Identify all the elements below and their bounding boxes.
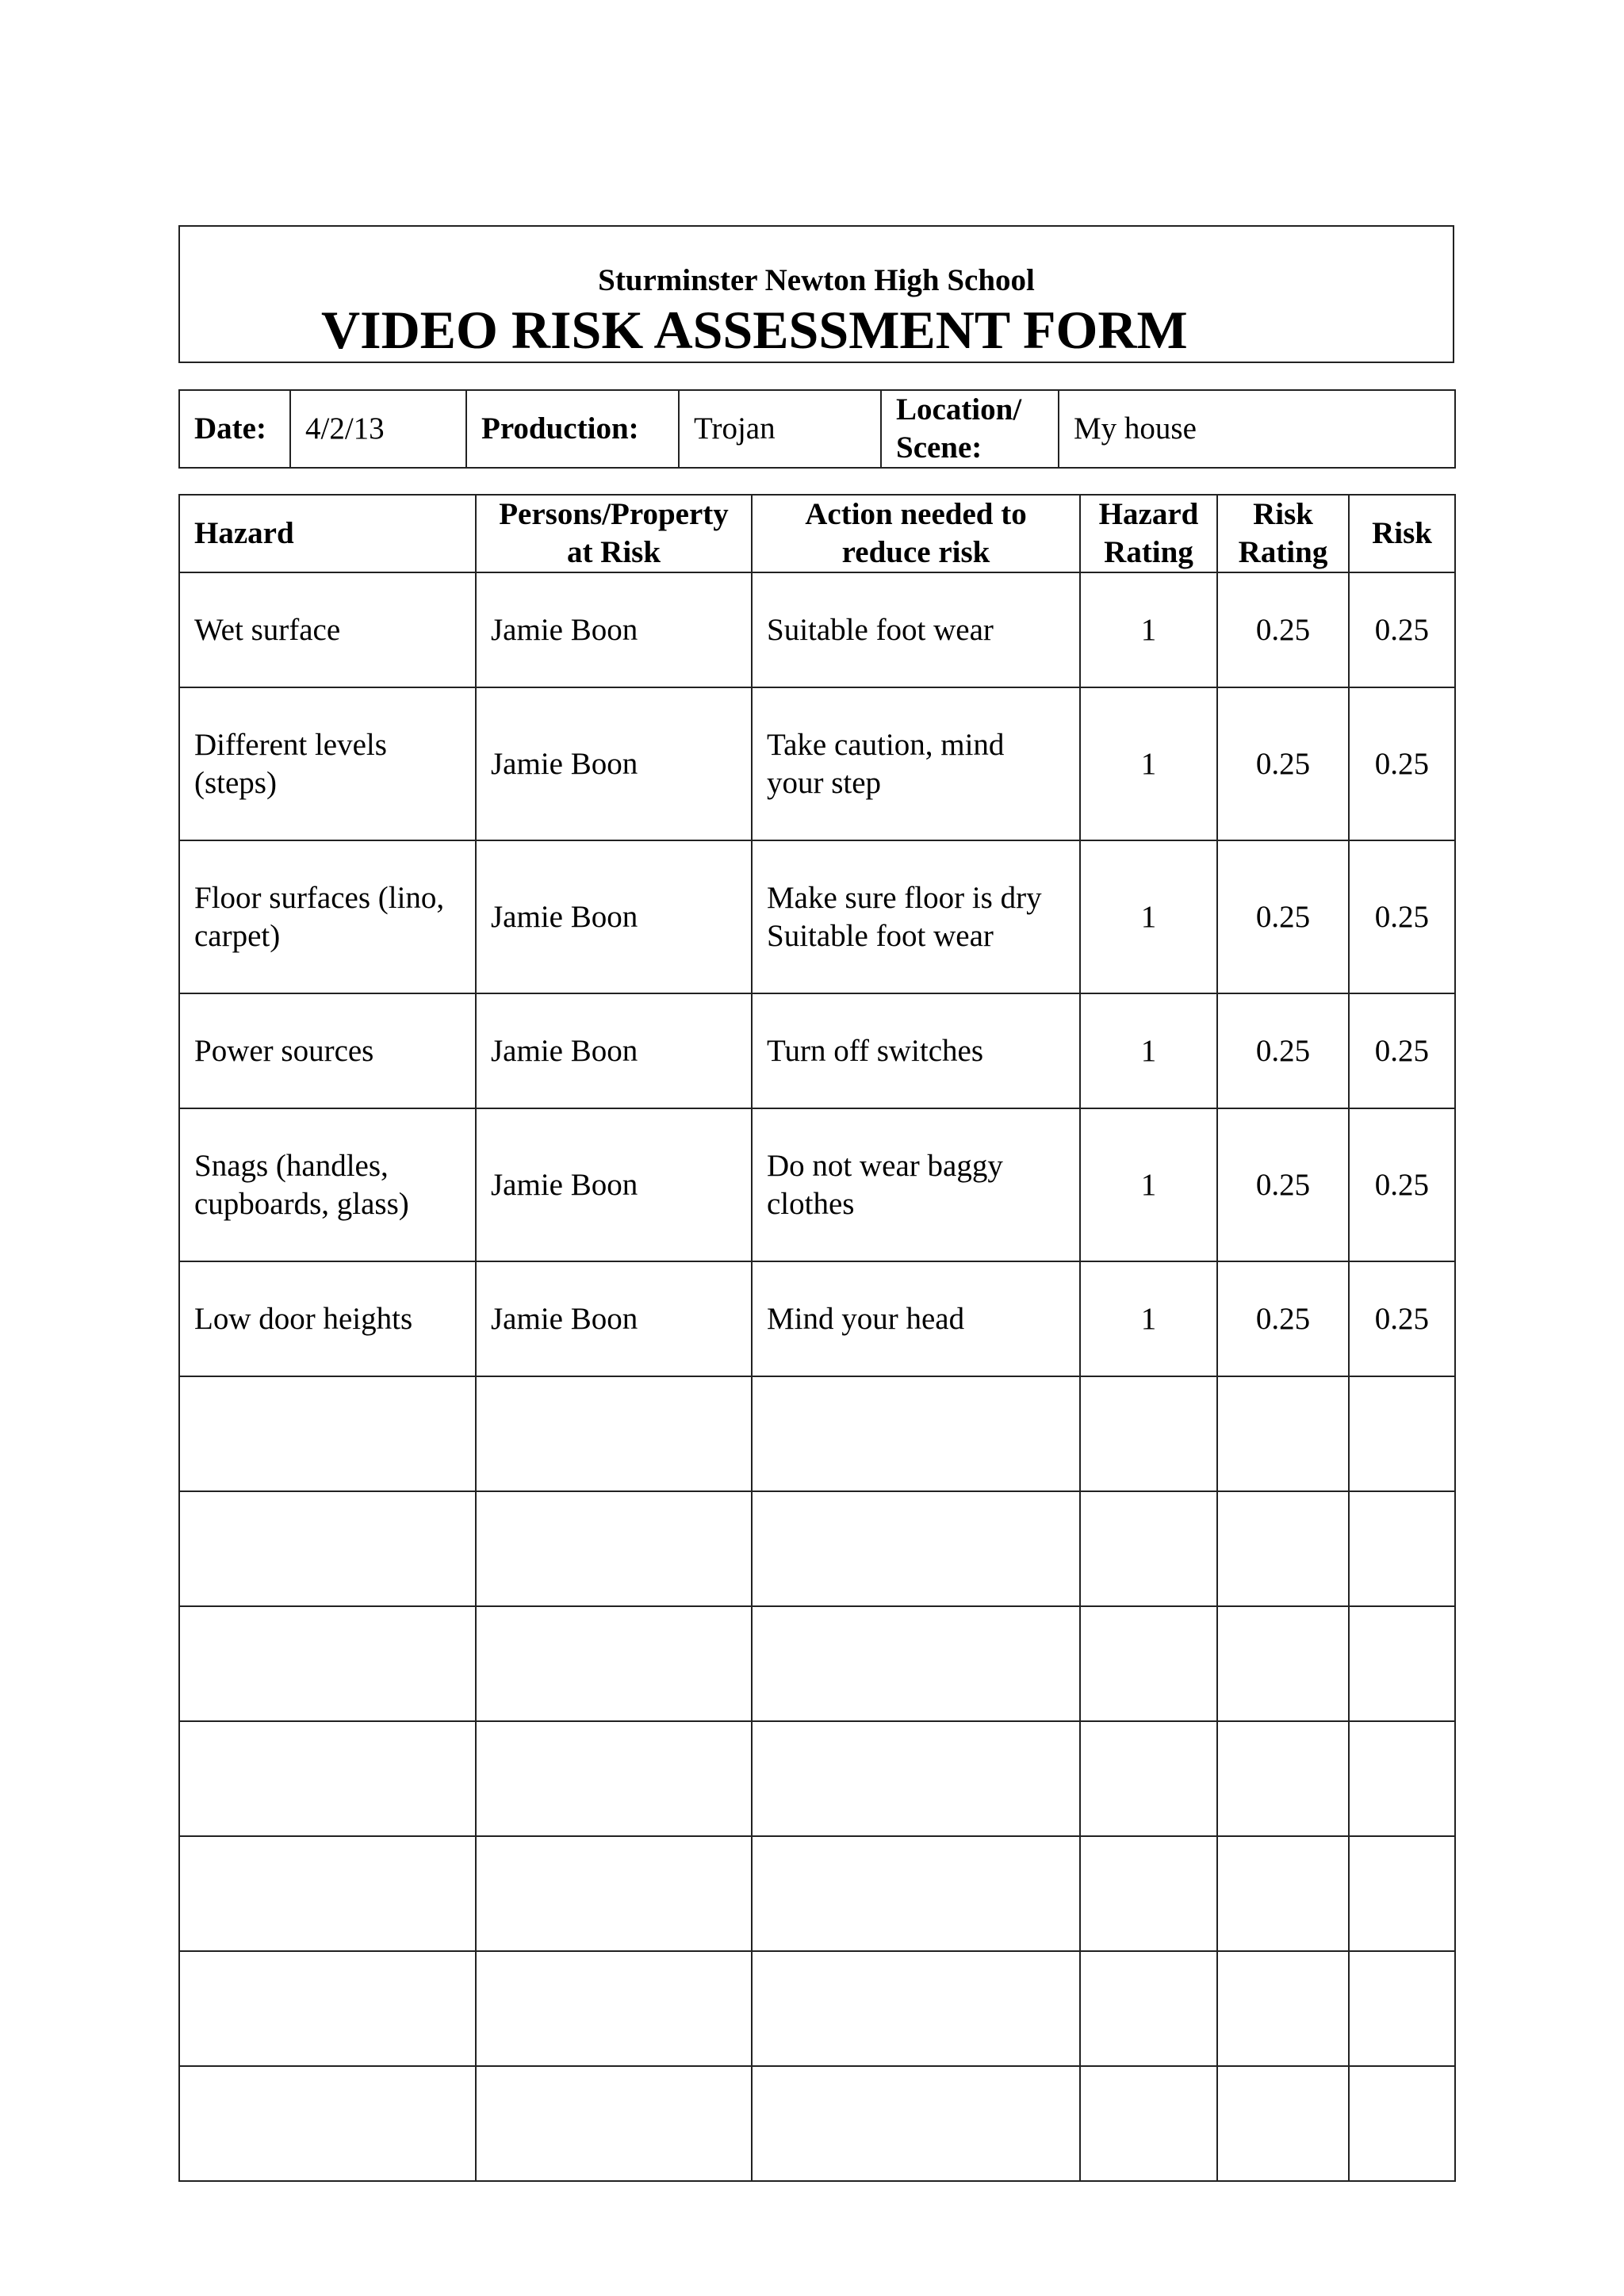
empty-table-row	[179, 1606, 1455, 1721]
action-cell[interactable]	[752, 1108, 1080, 1261]
risk-cell[interactable]: 0.25	[1349, 687, 1455, 840]
empty-table-row	[179, 1721, 1455, 1836]
hazard-cell[interactable]	[179, 993, 476, 1108]
persons-cell[interactable]	[476, 2066, 752, 2181]
persons-cell[interactable]	[476, 1491, 752, 1606]
risk-cell[interactable]	[1349, 2066, 1455, 2181]
hazard-cell[interactable]	[179, 1261, 476, 1376]
risk-cell[interactable]	[1349, 1491, 1455, 1606]
table-row	[179, 840, 1455, 993]
hazard-cell[interactable]	[179, 1721, 476, 1836]
risk-rating-cell[interactable]	[1217, 1376, 1349, 1491]
location-field[interactable]: My house	[1059, 390, 1455, 468]
hazard-cell[interactable]	[179, 1606, 476, 1721]
production-label: Production:	[466, 390, 679, 468]
hazard-line2: (steps)	[194, 765, 277, 800]
persons-cell[interactable]: Jamie Boon	[476, 687, 752, 840]
hazard-cell[interactable]	[179, 2066, 476, 2181]
header-hazard-rating-line1: Hazard	[1098, 497, 1199, 531]
header-action	[752, 495, 1080, 572]
action-line1: Mind your head	[767, 1301, 965, 1336]
table-row	[179, 572, 1455, 687]
header-action-line1: Action needed to	[805, 497, 1027, 531]
empty-table-row	[179, 1376, 1455, 1491]
header-risk-rating-line1: Risk	[1253, 497, 1313, 531]
hazard-cell[interactable]	[179, 1376, 476, 1491]
header-action-line2: reduce risk	[841, 535, 990, 569]
header-persons-line2: at Risk	[566, 535, 661, 569]
hazard-line1: Snags (handles,	[194, 1148, 389, 1183]
action-line2: your step	[767, 765, 882, 800]
hazard-rating-cell[interactable]	[1080, 1721, 1217, 1836]
school-name: Sturminster Newton High School	[598, 263, 1035, 297]
action-line1: Do not wear baggy	[767, 1148, 1003, 1183]
hazard-line1: Power sources	[194, 1033, 374, 1068]
risk-cell[interactable]	[1349, 1606, 1455, 1721]
hazard-cell[interactable]	[179, 687, 476, 840]
empty-table-row	[179, 2066, 1455, 2181]
persons-cell[interactable]: Jamie Boon	[476, 1108, 752, 1261]
action-cell[interactable]	[752, 993, 1080, 1108]
hazard-rating-cell[interactable]: 1	[1080, 840, 1217, 993]
hazard-rating-cell[interactable]: 1	[1080, 687, 1217, 840]
hazard-rating-cell[interactable]	[1080, 1491, 1217, 1606]
persons-cell[interactable]: Jamie Boon	[476, 993, 752, 1108]
action-cell[interactable]	[752, 840, 1080, 993]
risk-rating-cell[interactable]	[1217, 2066, 1349, 2181]
risk-cell[interactable]	[1349, 1836, 1455, 1951]
risk-rating-cell[interactable]	[1217, 1721, 1349, 1836]
hazard-cell[interactable]	[179, 1491, 476, 1606]
risk-rating-cell[interactable]	[1217, 1491, 1349, 1606]
action-cell[interactable]	[752, 1951, 1080, 2066]
action-cell[interactable]	[752, 687, 1080, 840]
hazard-cell[interactable]	[179, 1836, 476, 1951]
action-cell[interactable]	[752, 1721, 1080, 1836]
risk-cell[interactable]: 0.25	[1349, 993, 1455, 1108]
risk-cell[interactable]: 0.25	[1349, 572, 1455, 687]
hazard-cell[interactable]	[179, 1108, 476, 1261]
action-cell[interactable]	[752, 572, 1080, 687]
date-field[interactable]: 4/2/13	[290, 390, 466, 468]
hazard-line2: cupboards, glass)	[194, 1186, 409, 1221]
persons-cell[interactable]	[476, 1836, 752, 1951]
risk-cell[interactable]	[1349, 1376, 1455, 1491]
risk-cell[interactable]: 0.25	[1349, 840, 1455, 993]
risk-rating-cell[interactable]: 0.25	[1217, 1108, 1349, 1261]
persons-cell[interactable]: Jamie Boon	[476, 840, 752, 993]
date-label: Date:	[179, 390, 290, 468]
action-cell[interactable]	[752, 1376, 1080, 1491]
location-label-line1: Location/	[896, 392, 1022, 427]
hazard-rating-cell[interactable]	[1080, 1606, 1217, 1721]
header-risk-rating	[1217, 495, 1349, 572]
risk-rating-cell[interactable]: 0.25	[1217, 840, 1349, 993]
header-risk: Risk	[1349, 495, 1455, 572]
header-hazard: Hazard	[179, 495, 476, 572]
table-row	[179, 1108, 1455, 1261]
persons-cell[interactable]	[476, 1951, 752, 2066]
production-info-table	[178, 389, 1456, 469]
risk-rating-cell[interactable]	[1217, 1951, 1349, 2066]
hazard-rating-cell[interactable]: 1	[1080, 1261, 1217, 1376]
risk-rating-cell[interactable]: 0.25	[1217, 572, 1349, 687]
persons-cell[interactable]	[476, 1376, 752, 1491]
risk-cell[interactable]: 0.25	[1349, 1108, 1455, 1261]
table-row	[179, 687, 1455, 840]
header-persons	[476, 495, 752, 572]
risk-rating-cell[interactable]	[1217, 1836, 1349, 1951]
hazard-line2: carpet)	[194, 918, 281, 953]
action-line1: Take caution, mind	[767, 727, 1005, 762]
risk-rating-cell[interactable]	[1217, 1606, 1349, 1721]
hazard-rating-cell[interactable]: 1	[1080, 1108, 1217, 1261]
location-label	[881, 390, 1059, 468]
risk-cell[interactable]	[1349, 1721, 1455, 1836]
hazard-line1: Wet surface	[194, 612, 341, 647]
hazard-rating-cell[interactable]: 1	[1080, 572, 1217, 687]
risk-cell[interactable]: 0.25	[1349, 1261, 1455, 1376]
action-line2: Suitable foot wear	[767, 918, 994, 953]
form-header	[178, 225, 1454, 363]
action-line1: Suitable foot wear	[767, 612, 994, 647]
action-cell[interactable]	[752, 1261, 1080, 1376]
action-cell[interactable]	[752, 1836, 1080, 1951]
hazard-line1: Different levels	[194, 727, 387, 762]
header-risk-rating-line2: Rating	[1238, 535, 1328, 569]
action-cell[interactable]	[752, 1606, 1080, 1721]
persons-cell[interactable]: Jamie Boon	[476, 572, 752, 687]
header-hazard-rating	[1080, 495, 1217, 572]
empty-table-row	[179, 1951, 1455, 2066]
table-header-row	[179, 495, 1455, 572]
risk-rating-cell[interactable]: 0.25	[1217, 687, 1349, 840]
empty-table-row	[179, 1491, 1455, 1606]
hazard-line1: Floor surfaces (lino,	[194, 880, 445, 915]
hazard-rating-cell[interactable]	[1080, 1951, 1217, 2066]
hazard-cell[interactable]	[179, 1951, 476, 2066]
action-cell[interactable]	[752, 1491, 1080, 1606]
production-field[interactable]: Trojan	[679, 390, 881, 468]
header-hazard-rating-line2: Rating	[1104, 535, 1193, 569]
action-line1: Turn off switches	[767, 1033, 984, 1068]
header-persons-line1: Persons/Property	[499, 497, 729, 531]
table-row	[179, 1261, 1455, 1376]
hazard-rating-cell[interactable]	[1080, 1836, 1217, 1951]
hazard-cell[interactable]	[179, 572, 476, 687]
risk-assessment-table	[178, 494, 1456, 2182]
action-cell[interactable]	[752, 2066, 1080, 2181]
risk-rating-cell[interactable]: 0.25	[1217, 1261, 1349, 1376]
location-label-line2: Scene:	[896, 430, 982, 465]
hazard-cell[interactable]	[179, 840, 476, 993]
hazard-rating-cell[interactable]	[1080, 1376, 1217, 1491]
hazard-line1: Low door heights	[194, 1301, 413, 1336]
risk-rating-cell[interactable]: 0.25	[1217, 993, 1349, 1108]
persons-cell[interactable]	[476, 1721, 752, 1836]
table-row	[179, 993, 1455, 1108]
action-line1: Make sure floor is dry	[767, 880, 1042, 915]
production-info-row	[179, 390, 1455, 468]
hazard-rating-cell[interactable]: 1	[1080, 993, 1217, 1108]
hazard-rating-cell[interactable]	[1080, 2066, 1217, 2181]
action-line2: clothes	[767, 1186, 855, 1221]
form-title: VIDEO RISK ASSESSMENT FORM	[321, 300, 1188, 360]
risk-cell[interactable]	[1349, 1951, 1455, 2066]
persons-cell[interactable]: Jamie Boon	[476, 1261, 752, 1376]
persons-cell[interactable]	[476, 1606, 752, 1721]
empty-table-row	[179, 1836, 1455, 1951]
